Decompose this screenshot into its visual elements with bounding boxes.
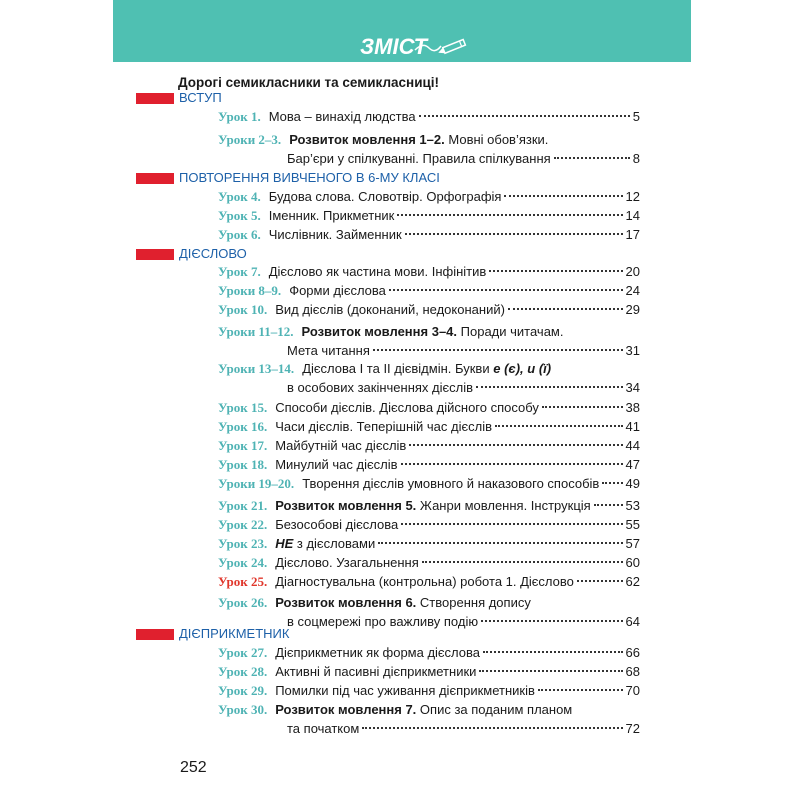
lesson-emphasis: е (є), и (ї)	[493, 361, 552, 376]
toc-entry[interactable]	[218, 553, 640, 572]
lesson-title: Минулий час дієслів	[275, 457, 398, 472]
lesson-bold: Розвиток мовлення 6.	[275, 595, 417, 610]
page-ref: 62	[625, 574, 640, 589]
page-ref: 14	[625, 208, 640, 223]
page-ref: 66	[625, 645, 640, 660]
toc-entry[interactable]	[218, 572, 640, 591]
lesson-title: Створення допису	[419, 595, 531, 610]
lesson-label: Урок 21.	[218, 498, 268, 513]
page-ref: 34	[625, 380, 640, 395]
lesson-bold: Розвиток мовлення 3–4.	[301, 324, 458, 339]
page-ref: 12	[625, 189, 640, 204]
page-title: ЗМІСТ	[360, 34, 428, 59]
lesson-title: Числівник. Займенник	[268, 227, 402, 242]
lesson-label: Уроки 11–12.	[218, 324, 294, 339]
toc-entry[interactable]	[218, 496, 640, 515]
page-ref: 72	[625, 721, 640, 736]
lesson-label: Урок 7.	[218, 264, 261, 279]
lesson-title: Часи дієслів. Теперішній час дієслів	[275, 419, 492, 434]
lesson-label: Уроки 19–20.	[218, 476, 295, 491]
toc-entry[interactable]	[218, 398, 640, 417]
page-ref: 57	[625, 536, 640, 551]
toc-entry[interactable]	[218, 281, 640, 300]
lesson-label: Урок 18.	[218, 457, 268, 472]
lesson-label: Урок 30.	[218, 702, 268, 717]
lesson-title: Способи дієслів. Дієслова дійсного способу	[275, 400, 539, 415]
lesson-title: Мова – винахід людства	[268, 109, 416, 124]
section-marker	[136, 249, 174, 260]
lesson-title: Майбутній час дієслів	[275, 438, 407, 453]
lesson-label: Урок 24.	[218, 555, 268, 570]
toc-entry[interactable]	[218, 436, 640, 455]
lesson-title: Поради читачам.	[460, 324, 564, 339]
toc-entry[interactable]	[218, 322, 640, 360]
lesson-emphasis: НЕ	[275, 536, 294, 551]
lesson-title: Дієслово. Узагальнення	[275, 555, 419, 570]
lesson-title: Дієслово як частина мови. Інфінітив	[268, 264, 487, 279]
lesson-label: Урок 5.	[218, 208, 261, 223]
lesson-label: Урок 27.	[218, 645, 268, 660]
section-title: ДІЄПРИКМЕТНИК	[179, 626, 290, 641]
lesson-title: Вид дієслів (доконаний, недоконаний)	[275, 302, 505, 317]
lesson-title: Будова слова. Словотвір. Орфографія	[268, 189, 502, 204]
lesson-title: Безособові дієслова	[275, 517, 399, 532]
page-ref: 5	[632, 109, 640, 124]
lesson-title: Активні й пасивні дієприкметники	[275, 664, 477, 679]
section-title: ВСТУП	[179, 90, 222, 105]
toc-entry[interactable]	[218, 515, 640, 534]
toc-entry[interactable]	[218, 225, 640, 244]
pencil-icon	[413, 36, 471, 56]
lesson-label: Уроки 8–9.	[218, 283, 282, 298]
page-ref: 49	[625, 476, 640, 491]
page-ref: 70	[625, 683, 640, 698]
page-ref: 47	[625, 457, 640, 472]
section-marker	[136, 629, 174, 640]
toc-entry[interactable]	[218, 206, 640, 225]
lesson-label: Урок 6.	[218, 227, 261, 242]
lesson-title-cont: та початком	[287, 721, 360, 736]
lesson-label: Урок 25.	[218, 574, 268, 589]
toc-entry[interactable]	[218, 300, 640, 319]
lesson-label: Урок 22.	[218, 517, 268, 532]
section-header	[136, 626, 666, 644]
lesson-title: Дієприкметник як форма дієслова	[275, 645, 481, 660]
page-ref: 60	[625, 555, 640, 570]
lesson-title: Іменник. Прикметник	[268, 208, 395, 223]
toc-entry[interactable]	[218, 107, 640, 126]
lesson-label: Урок 4.	[218, 189, 261, 204]
toc-entry[interactable]	[218, 474, 640, 493]
toc-entry[interactable]	[218, 534, 640, 553]
page-ref: 24	[625, 283, 640, 298]
section-header	[136, 170, 666, 188]
lesson-title: Помилки під час уживання дієприкметників	[275, 683, 535, 698]
section-marker	[136, 173, 174, 184]
lesson-title-cont: в соцмережі про важливу подію	[287, 614, 479, 629]
section-title: ПОВТОРЕННЯ ВИВЧЕНОГО В 6-МУ КЛАСІ	[179, 170, 440, 185]
lesson-title-cont: в особових закінченнях дієслів	[287, 380, 474, 395]
lesson-label: Уроки 2–3.	[218, 132, 282, 147]
lesson-label: Урок 15.	[218, 400, 268, 415]
lesson-title: Жанри мовлення. Інструкція	[419, 498, 591, 513]
lesson-title: з дієсловами	[296, 536, 376, 551]
lesson-label: Уроки 13–14.	[218, 361, 295, 376]
page-ref: 38	[625, 400, 640, 415]
lesson-label: Урок 1.	[218, 109, 261, 124]
page-ref: 53	[625, 498, 640, 513]
lesson-bold: Розвиток мовлення 7.	[275, 702, 417, 717]
page-ref: 31	[625, 343, 640, 358]
lesson-label: Урок 17.	[218, 438, 268, 453]
page-ref: 17	[625, 227, 640, 242]
lesson-label: Урок 23.	[218, 536, 268, 551]
toc-entry[interactable]	[218, 359, 640, 397]
intro-text: Дорогі семикласники та семикласниці!	[178, 75, 440, 90]
lesson-label: Урок 10.	[218, 302, 268, 317]
lesson-title: Творення дієслів умовного й наказового способів	[302, 476, 600, 491]
toc-entry[interactable]	[218, 187, 640, 206]
toc-entry[interactable]	[218, 681, 640, 700]
page-ref: 29	[625, 302, 640, 317]
lesson-label: Урок 26.	[218, 595, 268, 610]
toc-entry[interactable]	[218, 700, 640, 738]
page-ref: 44	[625, 438, 640, 453]
toc-entry[interactable]	[218, 417, 640, 436]
lesson-title-cont: Мета читання	[287, 343, 370, 358]
lesson-title: Дієслова I та II дієвідмін. Букви	[302, 361, 490, 376]
lesson-label: Урок 16.	[218, 419, 268, 434]
lesson-title: Опис за поданим планом	[419, 702, 573, 717]
lesson-title-cont: Бар’єри у спілкуванні. Правила спілкування	[287, 151, 551, 166]
page-ref: 68	[625, 664, 640, 679]
page-ref: 64	[625, 614, 640, 629]
lesson-title: Мовні обов’язки.	[448, 132, 549, 147]
page-number: 252	[180, 759, 207, 776]
page-ref: 20	[625, 264, 640, 279]
page-ref: 41	[625, 419, 640, 434]
lesson-title: Діагностувальна (контрольна) робота 1. Дієслово	[275, 574, 574, 589]
toc-entry[interactable]	[218, 262, 640, 281]
section-title: ДІЄСЛОВО	[179, 246, 247, 261]
page-ref: 55	[625, 517, 640, 532]
lesson-title: Форми дієслова	[289, 283, 386, 298]
toc-entry[interactable]	[218, 130, 640, 168]
lesson-bold: Розвиток мовлення 1–2.	[289, 132, 445, 147]
toc-entry[interactable]	[218, 455, 640, 474]
lesson-bold: Розвиток мовлення 5.	[275, 498, 417, 513]
page-ref: 8	[632, 151, 640, 166]
lesson-label: Урок 28.	[218, 664, 268, 679]
toc-entry[interactable]	[218, 643, 640, 662]
section-header	[136, 90, 666, 108]
section-marker	[136, 93, 174, 104]
lesson-label: Урок 29.	[218, 683, 268, 698]
toc-entry[interactable]	[218, 662, 640, 681]
